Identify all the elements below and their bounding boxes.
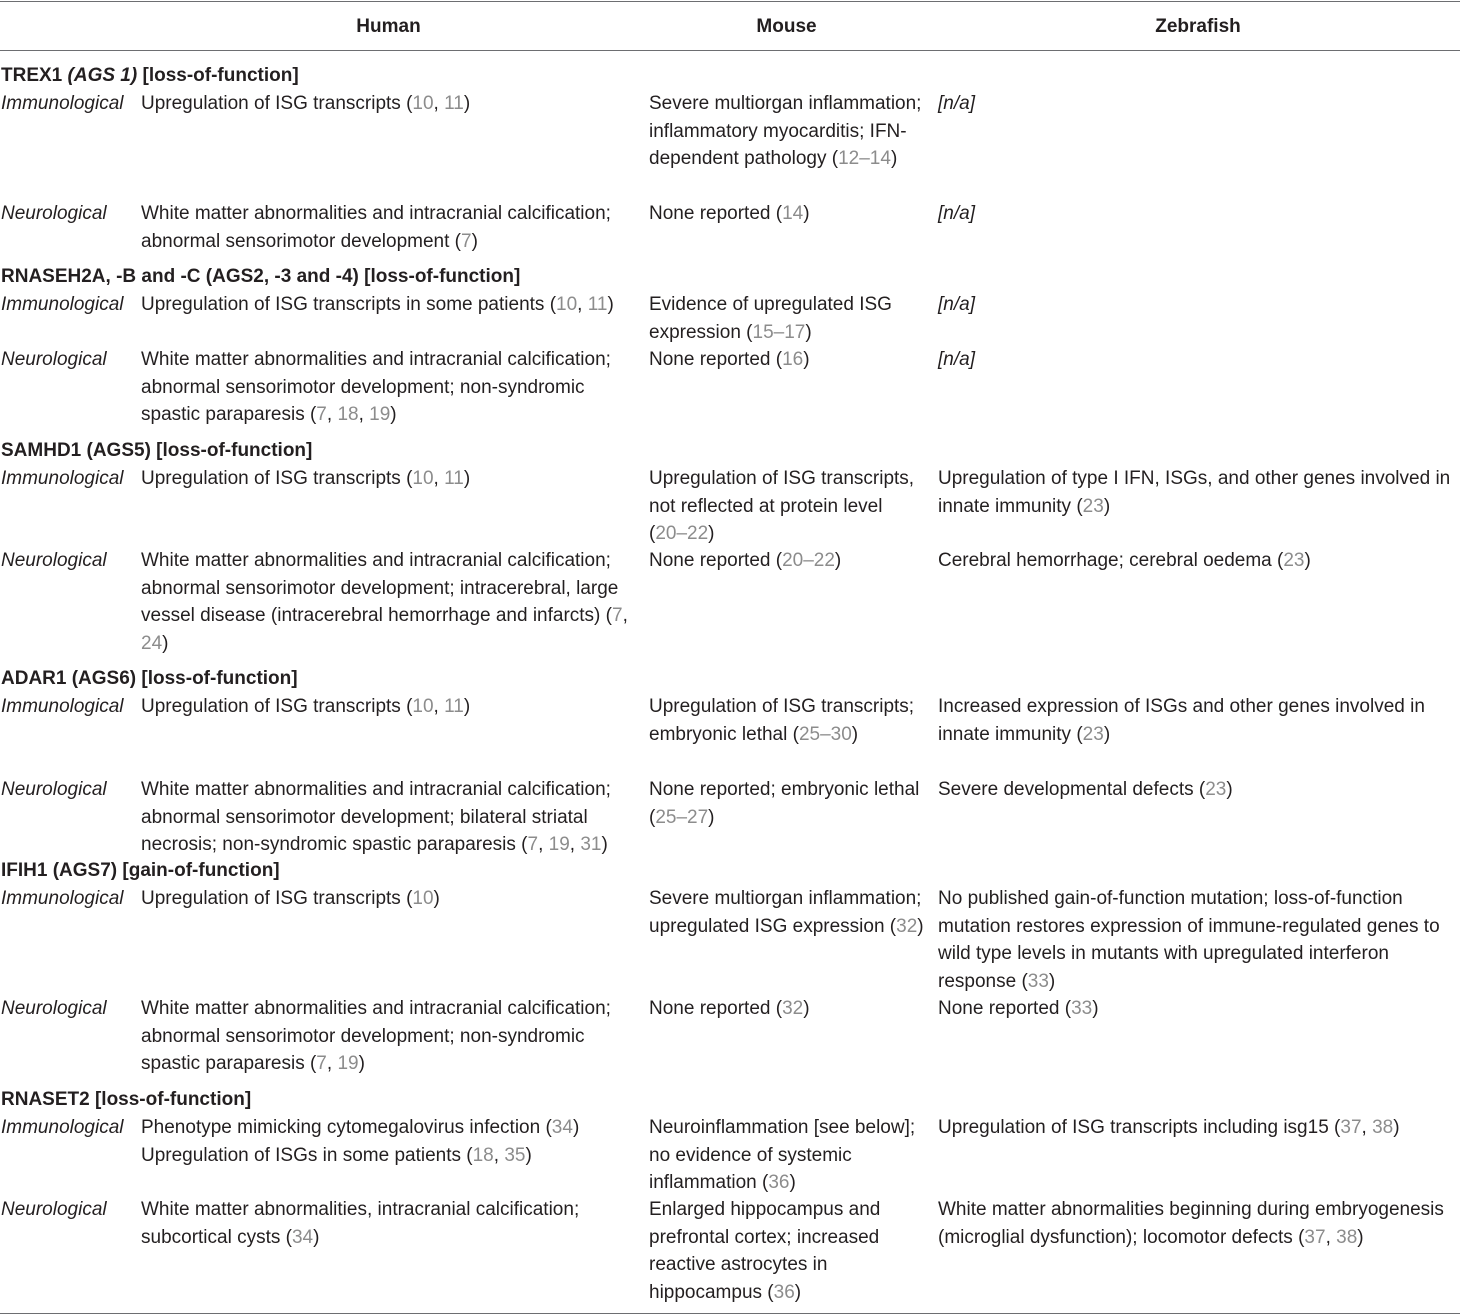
cell-text: ) — [463, 696, 471, 717]
citation-ref: 34 — [291, 1226, 314, 1248]
category-label: Immunological — [1, 294, 124, 315]
cell-text: ) — [358, 1053, 365, 1074]
citation-ref: 14 — [782, 203, 804, 224]
section-title-gene: SAMHD1 (AGS5) [loss-of-function] — [1, 440, 313, 461]
cell-text: None reported ( — [649, 349, 783, 370]
cell-text: ) — [572, 1117, 580, 1138]
category-label: Immunological — [1, 93, 124, 114]
cell-text: ) — [1304, 550, 1311, 571]
cell-text: ) — [471, 230, 478, 252]
zebrafish-cell — [938, 200, 1458, 228]
cell-text: None reported ( — [649, 998, 783, 1019]
zebrafish-cell — [938, 885, 1458, 995]
cell-text: White matter abnormalities, intracranial calcification; subcortical cysts ( — [141, 1199, 580, 1248]
cell-text: ) — [463, 468, 471, 489]
zebrafish-cell — [938, 291, 1458, 319]
cell-text: ) — [1103, 495, 1111, 517]
citation-ref: 34 — [551, 1117, 573, 1138]
citation-ref: 19 — [548, 834, 570, 855]
zebrafish-cell — [938, 346, 1458, 374]
citation-ref: 19 — [369, 404, 391, 425]
mouse-cell — [649, 1196, 924, 1306]
mouse-cell — [649, 200, 924, 228]
human-cell — [141, 693, 636, 721]
citation-ref: 37 — [1340, 1117, 1362, 1138]
zebrafish-cell — [938, 465, 1458, 520]
zebrafish-cell — [938, 693, 1458, 748]
citation-ref: 24 — [141, 632, 163, 654]
top-rule — [0, 1, 1460, 2]
mouse-cell — [649, 885, 924, 940]
citation-ref: 25–27 — [655, 806, 709, 828]
mouse-cell — [649, 547, 924, 575]
cell-text: Upregulation of ISGs in some patients ( — [141, 1144, 473, 1166]
cell-text: White matter abnormalities and intracranial calcification; abnormal sensorimotor development; bilateral striatal necrosis; non-syndromic spastic paraparesis ( — [141, 779, 611, 855]
cell-text: None reported ( — [938, 998, 1072, 1019]
citation-ref: 10 — [412, 696, 434, 717]
cell-text: ) — [1393, 1117, 1400, 1138]
category-label: Neurological — [1, 1199, 107, 1220]
cell-text: ) — [890, 148, 898, 169]
cell-text: White matter abnormalities and intracranial calcification; abnormal sensorimotor development ( — [141, 203, 611, 252]
category-label: Immunological — [1, 1117, 124, 1138]
citation-ref: 10 — [556, 294, 578, 315]
cell-text: White matter abnormalities and intracranial calcification; abnormal sensorimotor development; non-syndromic spastic paraparesis ( — [141, 349, 611, 425]
cell-text: , — [1325, 1226, 1337, 1248]
zebrafish-cell — [938, 547, 1458, 575]
cell-text: Enlarged hippocampus and prefrontal cortex; increased reactive astrocytes in hippocampus ( — [649, 1199, 881, 1303]
section-title — [1, 265, 520, 289]
human-cell — [141, 995, 636, 1078]
category-label: Neurological — [1, 203, 107, 224]
cell-text: Upregulation of ISG transcripts; embryonic lethal ( — [649, 696, 915, 745]
citation-ref: 7 — [316, 404, 327, 425]
section-title-gene: TREX1 — [1, 65, 68, 86]
cell-text: ) — [834, 550, 842, 571]
cell-text: ) — [803, 998, 810, 1019]
human-cell — [141, 1114, 636, 1169]
citation-ref: 23 — [1283, 550, 1305, 571]
cell-text: , — [577, 294, 588, 315]
cell-text: Upregulation of ISG transcripts ( — [141, 696, 413, 717]
cell-text: Upregulation of ISG transcripts ( — [141, 93, 413, 114]
section-title-gene: IFIH1 (AGS7) [gain-of-function] — [1, 860, 280, 881]
human-cell — [141, 346, 636, 429]
citation-ref: 36 — [768, 1172, 790, 1193]
citation-ref: 10 — [412, 93, 434, 114]
cell-text: Upregulation of ISG transcripts ( — [141, 888, 413, 909]
category-label: Neurological — [1, 779, 107, 800]
citation-ref: 18 — [337, 404, 359, 425]
cell-text: ) — [1048, 970, 1056, 992]
citation-ref: 11 — [444, 468, 464, 489]
mouse-cell — [649, 465, 924, 548]
citation-ref: 11 — [444, 696, 464, 717]
mouse-cell — [649, 90, 924, 173]
cell-text: ) — [433, 888, 440, 909]
section-title-gene: ADAR1 (AGS6) [loss-of-function] — [1, 668, 298, 689]
category-label: Neurological — [1, 550, 107, 571]
human-cell — [141, 291, 636, 319]
cell-text: Upregulation of ISG transcripts in some patients ( — [141, 294, 557, 315]
citation-ref: 16 — [782, 349, 804, 370]
zebrafish-cell — [938, 1114, 1458, 1142]
not-applicable: [n/a] — [938, 203, 975, 224]
cell-text: , — [1361, 1117, 1373, 1138]
mouse-cell — [649, 1114, 924, 1197]
mouse-cell — [649, 291, 924, 346]
section-title — [1, 1088, 251, 1112]
category-label: Neurological — [1, 998, 107, 1019]
citation-ref: 12–14 — [838, 148, 891, 169]
citation-ref: 35 — [504, 1144, 526, 1166]
cell-text: ) — [601, 834, 608, 855]
cell-text: , — [358, 404, 370, 425]
citation-ref: 36 — [773, 1281, 795, 1303]
cell-text: ) — [390, 404, 397, 425]
human-cell — [141, 547, 636, 657]
citation-ref: 11 — [444, 93, 464, 114]
citation-ref: 23 — [1205, 779, 1227, 800]
citation-ref: 19 — [337, 1053, 359, 1074]
citation-ref: 18 — [472, 1144, 494, 1166]
cell-text: ) — [162, 632, 169, 654]
cell-text: ) — [917, 915, 924, 937]
citation-ref: 37 — [1304, 1226, 1326, 1248]
section-title — [1, 667, 298, 691]
cell-text: , — [493, 1144, 505, 1166]
cell-text: Upregulation of ISG transcripts ( — [141, 468, 413, 489]
citation-ref: 32 — [782, 998, 804, 1019]
cell-text: None reported ( — [649, 550, 783, 571]
bottom-rule — [0, 1313, 1460, 1314]
cell-text: None reported; embryonic lethal ( — [649, 779, 920, 828]
citation-ref: 38 — [1372, 1117, 1394, 1138]
cell-text: , — [433, 468, 445, 489]
citation-ref: 7 — [612, 605, 623, 626]
cell-text: Evidence of upregulated ISG expression ( — [649, 294, 892, 343]
cell-text: , — [326, 404, 338, 425]
header-human: Human — [356, 16, 421, 37]
category-label: Immunological — [1, 888, 124, 909]
cell-text: Severe multiorgan inflammation; upregulated ISG expression ( — [649, 888, 922, 937]
cell-text: None reported ( — [649, 203, 783, 224]
not-applicable: [n/a] — [938, 93, 975, 114]
human-cell — [141, 200, 636, 255]
cell-text: White matter abnormalities and intracranial calcification; abnormal sensorimotor development; non-syndromic spastic paraparesis ( — [141, 998, 611, 1074]
citation-ref: 23 — [1082, 723, 1104, 745]
zebrafish-cell — [938, 995, 1458, 1023]
cell-text: Upregulation of ISG transcripts, not reflected at protein level ( — [649, 468, 915, 544]
header-rule — [0, 50, 1460, 51]
cell-text: ) — [803, 349, 810, 370]
mouse-cell — [649, 693, 924, 748]
header-zebrafish: Zebrafish — [1155, 16, 1241, 37]
section-title-ags: (AGS 1) — [67, 65, 138, 86]
cell-text: , — [433, 93, 445, 114]
citation-ref: 32 — [896, 915, 918, 937]
section-title — [1, 64, 299, 88]
mouse-cell — [649, 995, 924, 1023]
cell-text: Phenotype mimicking cytomegalovirus infection ( — [141, 1117, 552, 1138]
cell-text: , — [569, 834, 581, 855]
cell-text: , — [538, 834, 549, 855]
zebrafish-cell — [938, 776, 1458, 804]
not-applicable: [n/a] — [938, 349, 975, 370]
cell-text: ) — [463, 93, 471, 114]
human-cell — [141, 90, 636, 118]
category-label: Neurological — [1, 349, 107, 370]
cell-text: White matter abnormalities and intracranial calcification; abnormal sensorimotor development; intracerebral, large vessel disease (intracerebral hemorrhage and infarcts) ( — [141, 550, 619, 626]
zebrafish-cell — [938, 1196, 1458, 1251]
cell-text: ) — [803, 203, 810, 224]
cell-text: Upregulation of type I IFN, ISGs, and other genes involved in innate immunity ( — [938, 468, 1451, 517]
citation-ref: 10 — [412, 888, 434, 909]
human-cell — [141, 885, 636, 913]
citation-ref: 7 — [461, 230, 472, 252]
cell-text: ) — [525, 1144, 532, 1166]
cell-text: ) — [851, 723, 859, 745]
cell-text: ) — [313, 1226, 320, 1248]
citation-ref: 20–22 — [655, 523, 709, 544]
cell-text: ) — [789, 1172, 796, 1193]
citation-ref: 20–22 — [782, 550, 835, 571]
citation-ref: 15–17 — [752, 321, 806, 343]
citation-ref: 10 — [412, 468, 434, 489]
section-title-gene: RNASEH2A, -B and -C (AGS2, -3 and -4) [loss-of-function] — [1, 266, 521, 287]
cell-text: ) — [708, 523, 715, 544]
cell-text: ) — [607, 294, 614, 315]
section-title — [1, 859, 280, 883]
cell-text: ) — [1357, 1226, 1364, 1248]
cell-text: , — [326, 1053, 338, 1074]
cell-text: Increased expression of ISGs and other genes involved in innate immunity ( — [938, 696, 1425, 745]
cell-text: , — [622, 605, 628, 626]
cell-text: White matter abnormalities beginning during embryogenesis (microglial dysfunction); locomotor defects ( — [938, 1199, 1444, 1248]
cell-text: ) — [1103, 723, 1111, 745]
section-title — [1, 439, 312, 463]
cell-text: No published gain-of-function mutation; loss-of-function mutation restores expression of immune-regulated genes to wild type levels in mutants with upregulated interferon response ( — [938, 888, 1440, 992]
cell-text: ) — [805, 321, 812, 343]
section-title-gene: RNASET2 [loss-of-function] — [1, 1089, 252, 1110]
cell-text: Cerebral hemorrhage; cerebral oedema ( — [938, 550, 1284, 571]
citation-ref: 7 — [316, 1053, 327, 1074]
cell-text: ) — [1226, 779, 1233, 800]
mouse-cell — [649, 346, 924, 374]
cell-text: ) — [708, 806, 715, 828]
cell-text: ) — [1092, 998, 1099, 1019]
human-cell — [141, 465, 636, 493]
cell-text: ) — [794, 1281, 802, 1303]
citation-ref: 38 — [1336, 1226, 1358, 1248]
header-mouse: Mouse — [756, 16, 817, 37]
citation-ref: 33 — [1071, 998, 1093, 1019]
cell-text: Neuroinflammation [see below]; no evidence of systemic inflammation ( — [649, 1117, 916, 1193]
citation-ref: 23 — [1082, 495, 1104, 517]
mouse-cell — [649, 776, 924, 831]
citation-ref: 31 — [580, 834, 602, 855]
cell-text: Upregulation of ISG transcripts including isg15 ( — [938, 1117, 1341, 1138]
human-cell — [141, 776, 636, 859]
cell-text: Severe developmental defects ( — [938, 779, 1206, 800]
section-title-type: [loss-of-function] — [137, 65, 299, 86]
citation-ref: 33 — [1027, 970, 1049, 992]
category-label: Immunological — [1, 468, 124, 489]
citation-ref: 25–30 — [798, 723, 852, 745]
citation-ref: 7 — [527, 834, 539, 855]
citation-ref: 11 — [587, 294, 608, 315]
human-cell — [141, 1196, 636, 1251]
cell-text: Severe multiorgan inflammation; inflammatory myocarditis; IFN-dependent pathology ( — [649, 93, 922, 169]
cell-text: , — [433, 696, 445, 717]
not-applicable: [n/a] — [938, 294, 975, 315]
category-label: Immunological — [1, 696, 124, 717]
zebrafish-cell — [938, 90, 1458, 118]
